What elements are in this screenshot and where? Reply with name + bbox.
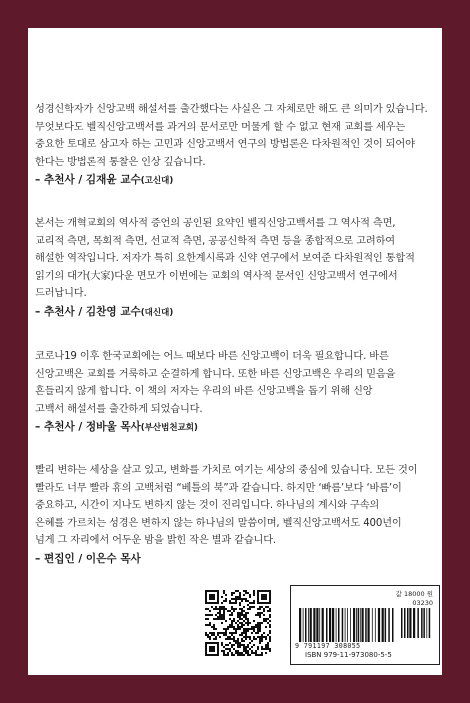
text-line: 무엇보다도 벨직신앙고백서를 과거의 문서로만 머물게 할 수 없고 현재 교회를 세우는: [35, 121, 406, 133]
text-line: 신앙고백은 교회를 거룩하고 순결하게 합니다. 또한 바른 신앙고백은 우리의 믿음을: [35, 368, 396, 380]
text-line: 읽기의 대가(大家)다운 면모가 이번에는 교회의 역사적 문서인 신앙고백서 연구에서: [35, 270, 398, 282]
text-line: 성경신학자가 신앙고백 해설서를 출간했다는 사실은 그 자체로만 해도 큰 의미가 있습니다.: [35, 104, 428, 115]
endorsement-text: [35, 215, 435, 303]
text-line: 중요한 토대로 삼고자 하는 고민과 신앙고백서 연구의 방법론은 다차원적인 것이 되어야: [35, 139, 415, 151]
endorsement-attribution: – 편집인 / 이은수 목사: [35, 552, 141, 565]
text-line: 드러납니다.: [35, 288, 87, 300]
endorsement-attribution: – 추천사 / 김찬영 교수(대신대): [35, 305, 174, 318]
text-line: 빨리 변하는 세상을 살고 있고, 변화를 가치로 여기는 세상의 중심에 있습니다. 모든 것이: [35, 465, 418, 476]
text-line: 교리적 측면, 목회적 측면, 선교적 측면, 공공신학적 측면 등을 종합적으로 고려하여: [35, 235, 395, 247]
isbn-text: ISBN 979-11-973080-5-5: [305, 651, 392, 659]
addon-barcode: [401, 608, 431, 638]
addon-code: 03230: [412, 599, 433, 607]
barcode-digits: 9 791197 308055: [295, 642, 361, 650]
text-line: 본서는 개혁교회의 역사적 증언의 공인된 요약인 벨직신앙고백서를 그 역사적 측면,: [35, 218, 396, 229]
endorsement-attribution: – 추천사 / 정바울 목사(부산범천교회): [35, 421, 198, 434]
endorsement-3: [35, 348, 435, 434]
endorsement-1: [35, 101, 435, 187]
text-line: 흔들리지 않게 합니다. 이 책의 저자는 우리의 바른 신앙고백을 돕기 위해 신앙: [35, 386, 373, 398]
endorsement-text: [35, 462, 435, 550]
text-line: 빨라도 너무 빨라 휴의 고백처럼 “베틀의 북”과 같습니다. 하지만 ‘빠름’보다 ‘바름’이: [35, 482, 402, 494]
text-line: 중요하고, 시간이 지나도 변하지 않는 것이 진리입니다. 하나님의 계시와 구속의: [35, 500, 380, 512]
endorsement-2: [35, 215, 435, 319]
text-line: 고백서 해설서를 출간하게 되었습니다.: [35, 403, 203, 415]
text-line: 한다는 방법론적 통찰은 인상 깊습니다.: [35, 156, 206, 168]
text-line: 은혜를 가르치는 성경은 변하지 않는 하나님의 말씀이며, 벨직신앙고백서도 400년이: [35, 517, 402, 529]
editor-note: [35, 462, 435, 566]
text-line: 넘게 그 자리에서 어두운 밤을 밝힌 작은 별과 같습니다.: [35, 535, 276, 547]
qr-code: [205, 590, 271, 656]
barcode-label: [290, 585, 440, 665]
text-line: 해설한 역작입니다. 저자가 특히 요한계시록과 신약 연구에서 보여준 다차원적인 통합적: [35, 253, 415, 265]
endorsement-text: [35, 348, 435, 418]
isbn-barcode: [299, 608, 395, 642]
text-line: 코로나19 이후 한국교회에는 어느 때보다 바른 신앙고백이 더욱 필요합니다. 바른: [35, 351, 389, 362]
price-label: 값 18000 원: [395, 590, 433, 598]
endorsement-text: [35, 101, 435, 171]
endorsement-attribution: – 추천사 / 김재윤 교수(고신대): [35, 174, 174, 187]
